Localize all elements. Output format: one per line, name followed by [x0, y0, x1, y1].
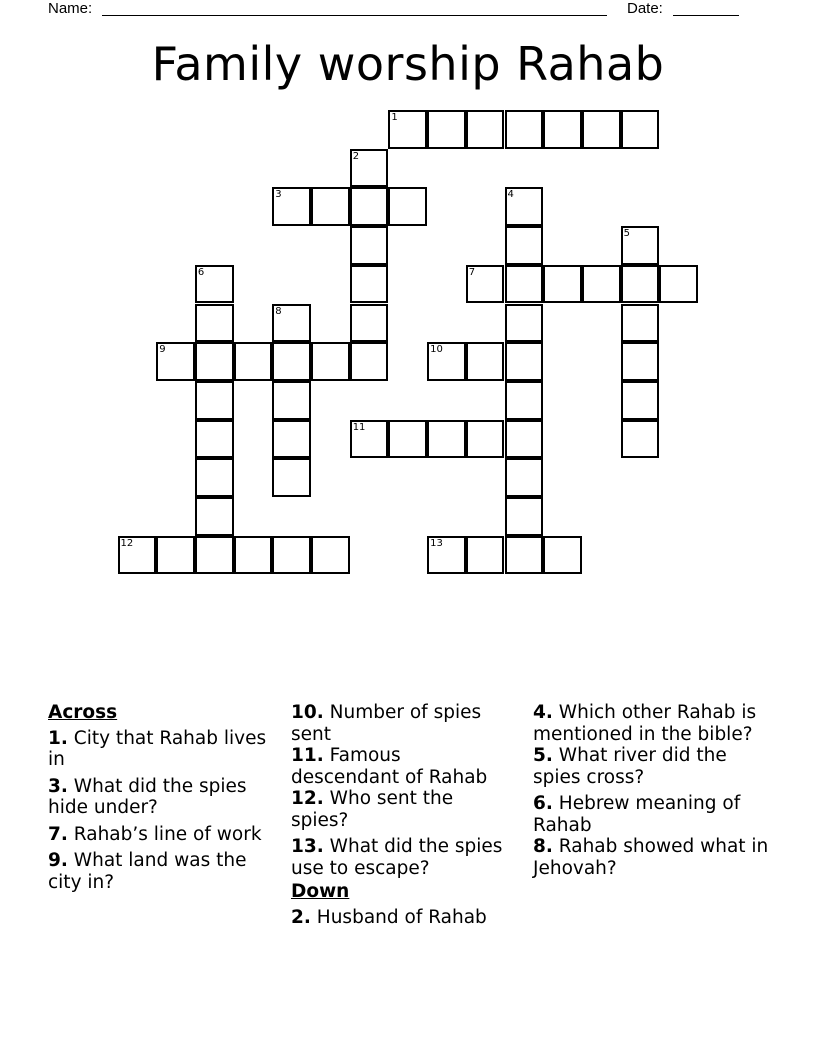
grid-cell[interactable]: [466, 265, 505, 304]
clue-across-12: [291, 788, 513, 831]
clue-number: 5.: [533, 745, 553, 766]
clue-text: What river did the spies cross?: [533, 745, 727, 788]
clue-down-6: [533, 793, 773, 836]
clue-across-9: [48, 850, 268, 893]
grid-cell[interactable]: [427, 342, 466, 381]
grid-cell[interactable]: [505, 265, 544, 304]
grid-cell[interactable]: [350, 342, 389, 381]
grid-cell[interactable]: [621, 342, 660, 381]
grid-cell[interactable]: [195, 458, 234, 497]
grid-cell[interactable]: [350, 149, 389, 188]
grid-cell[interactable]: [234, 536, 273, 575]
grid-cell[interactable]: [621, 226, 660, 265]
clue-across-3: [48, 776, 268, 819]
clues-column-1: [48, 702, 268, 898]
grid-cell[interactable]: [272, 304, 311, 343]
grid-cell[interactable]: [505, 381, 544, 420]
grid-cell[interactable]: [582, 110, 621, 149]
clue-number: 1.: [48, 727, 68, 749]
clue-number: 10.: [291, 702, 324, 723]
grid-cell[interactable]: [621, 420, 660, 459]
grid-cell[interactable]: [659, 265, 698, 304]
clue-number: 6.: [533, 793, 553, 814]
grid-cell[interactable]: [466, 342, 505, 381]
grid-cell[interactable]: [505, 420, 544, 459]
clue-text: Rahab showed what in Jehovah?: [533, 836, 769, 879]
clues-column-3: [533, 702, 773, 884]
clue-down-2: [291, 907, 513, 929]
clue-text: What did the spies use to escape?: [291, 836, 503, 879]
grid-cell[interactable]: [621, 265, 660, 304]
grid-cell[interactable]: [195, 342, 234, 381]
grid-cell[interactable]: [505, 342, 544, 381]
clue-text: Husband of Rahab: [316, 906, 487, 928]
clue-across-1: [48, 728, 268, 771]
clue-text: Famous descendant of Rahab: [291, 745, 488, 788]
grid-cell[interactable]: [195, 265, 234, 304]
clue-text: Number of spies sent: [291, 702, 482, 745]
cell-number: 2: [352, 150, 360, 162]
cell-number: 13: [430, 537, 443, 549]
grid-cell[interactable]: [311, 342, 350, 381]
grid-cell[interactable]: [156, 342, 195, 381]
grid-cell[interactable]: [350, 265, 389, 304]
cell-number: 1: [391, 112, 398, 123]
clues-column-2: [291, 702, 513, 933]
grid-cell[interactable]: [350, 420, 389, 459]
grid-cell[interactable]: [272, 187, 311, 226]
page-title: Family worship Rahab: [151, 37, 665, 91]
clue-text: Rahab’s line of work: [73, 823, 262, 845]
grid-cell[interactable]: [427, 536, 466, 575]
grid-cell[interactable]: [543, 110, 582, 149]
clue-number: 12.: [291, 788, 324, 809]
across-heading: Across: [48, 702, 118, 723]
grid-cell[interactable]: [195, 381, 234, 420]
clue-text: City that Rahab lives in: [48, 727, 267, 770]
grid-cell[interactable]: [505, 304, 544, 343]
clue-number: 9.: [48, 850, 68, 871]
clue-down-4: [533, 702, 773, 745]
grid-cell[interactable]: [388, 110, 427, 149]
grid-cell[interactable]: [195, 536, 234, 575]
cell-number: 5: [623, 228, 630, 240]
grid-cell[interactable]: [350, 226, 389, 265]
grid-cell[interactable]: [156, 536, 195, 575]
cell-number: 10: [430, 344, 443, 356]
grid-cell[interactable]: [350, 304, 389, 343]
clue-down-8: [533, 836, 773, 879]
grid-cell[interactable]: [427, 420, 466, 459]
name-label: Name:: [48, 0, 93, 17]
cell-number: 6: [197, 266, 205, 278]
grid-cell[interactable]: [195, 497, 234, 536]
grid-cell[interactable]: [621, 304, 660, 343]
grid-cell[interactable]: [621, 381, 660, 420]
down-heading: Down: [291, 881, 350, 902]
grid-cell[interactable]: [388, 420, 427, 459]
grid-cell[interactable]: [195, 420, 234, 459]
clue-across-7: [48, 824, 268, 846]
grid-cell[interactable]: [621, 110, 660, 149]
grid-cell[interactable]: [505, 458, 544, 497]
grid-cell[interactable]: [466, 110, 505, 149]
grid-cell[interactable]: [505, 110, 544, 149]
grid-cell[interactable]: [272, 536, 311, 575]
clue-text: Hebrew meaning of Rahab: [533, 793, 741, 836]
clue-down-5: [533, 745, 773, 788]
cell-number: 8: [275, 305, 282, 317]
cell-number: 4: [507, 189, 514, 201]
grid-cell[interactable]: [272, 381, 311, 420]
grid-cell[interactable]: [350, 187, 389, 226]
grid-cell[interactable]: [272, 420, 311, 459]
cell-number: 9: [159, 344, 166, 356]
clue-number: 2.: [291, 906, 311, 928]
clue-text: What land was the city in?: [48, 850, 247, 893]
clue-text: Who sent the spies?: [291, 788, 454, 831]
grid-cell[interactable]: [311, 187, 350, 226]
grid-cell[interactable]: [388, 187, 427, 226]
grid-cell[interactable]: [466, 536, 505, 575]
grid-cell[interactable]: [118, 536, 157, 575]
grid-cell[interactable]: [272, 458, 311, 497]
date-label: Date:: [627, 0, 663, 17]
grid-cell[interactable]: [427, 110, 466, 149]
grid-cell[interactable]: [543, 265, 582, 304]
clue-number: 11.: [291, 745, 324, 766]
grid-cell[interactable]: [234, 342, 273, 381]
cell-number: 12: [120, 537, 134, 549]
grid-cell[interactable]: [466, 420, 505, 459]
grid-cell[interactable]: [582, 265, 621, 304]
grid-cell[interactable]: [543, 536, 582, 575]
clue-number: 13.: [291, 836, 324, 857]
grid-cell[interactable]: [311, 536, 350, 575]
clue-number: 7.: [48, 823, 68, 845]
grid-cell[interactable]: [272, 342, 311, 381]
grid-cell[interactable]: [505, 187, 544, 226]
clue-text: What did the spies hide under?: [48, 775, 247, 818]
clue-across-10: [291, 702, 513, 745]
cell-number: 11: [352, 421, 366, 433]
clue-across-11: [291, 745, 513, 788]
clue-across-13: [291, 836, 513, 879]
grid-cell[interactable]: [195, 304, 234, 343]
cell-number: 7: [468, 266, 476, 278]
clue-number: 3.: [48, 775, 68, 797]
grid-cell[interactable]: [505, 536, 544, 575]
clue-number: 4.: [533, 702, 553, 723]
cell-number: 3: [275, 189, 282, 201]
clue-number: 8.: [533, 836, 553, 857]
clue-text: Which other Rahab is mentioned in the bible?: [533, 702, 757, 745]
grid-cell[interactable]: [505, 497, 544, 536]
grid-cell[interactable]: [505, 226, 544, 265]
